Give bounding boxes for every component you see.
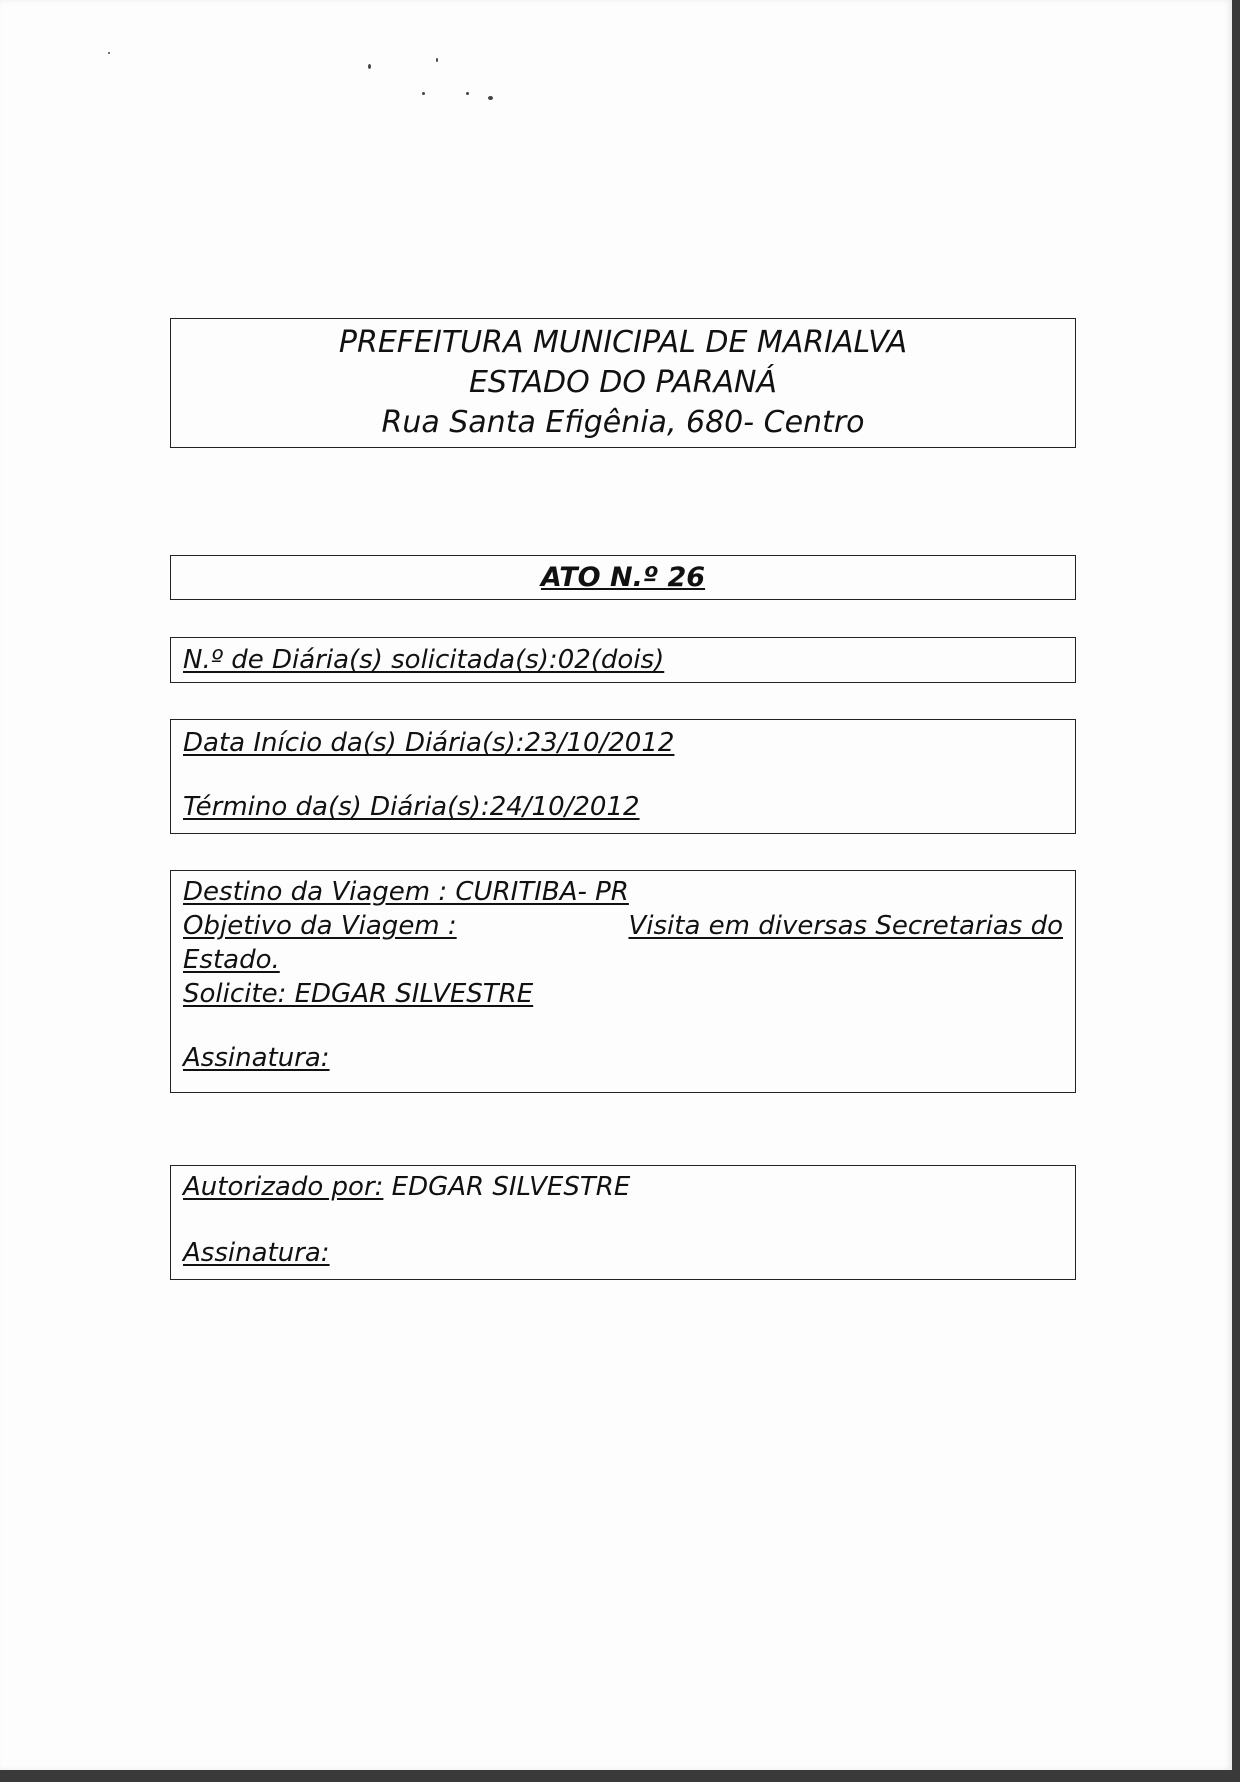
trip-box [170,870,1076,1093]
diarias-box [170,637,1076,683]
start-date: Data Início da(s) Diária(s):23/10/2012 [183,728,675,758]
requester-signature-label: Assinatura: [183,1043,330,1073]
scan-speck [436,58,438,62]
trip-objective [183,911,1063,941]
authorizer-signature-label: Assinatura: [183,1238,330,1268]
header-line-2: ESTADO DO PARANÁ [468,365,778,400]
scan-speck [488,96,493,100]
scan-speck [422,92,425,95]
header-line-1: PREFEITURA MUNICIPAL DE MARIALVA [338,325,908,360]
authorized-by-label: Autorizado por: [183,1172,384,1202]
authorized-by [183,1172,630,1202]
authorization-box [170,1165,1076,1280]
dates-box [170,719,1076,834]
scan-speck [368,64,371,69]
diarias-count: N.º de Diária(s) solicitada(s):02(dois) [183,645,665,675]
ato-title: ATO N.º 26 [540,562,706,593]
scan-speck [108,52,110,54]
header-line-3: Rua Santa Efigênia, 680- Centro [381,405,865,440]
authorized-by-value: EDGAR SILVESTRE [383,1172,631,1202]
trip-objective-label: Objetivo da Viagem : [183,911,457,941]
municipality-header [170,318,1076,448]
requester: Solicite: EDGAR SILVESTRE [183,979,534,1009]
ato-box [170,555,1076,600]
trip-destination: Destino da Viagem : CURITIBA- PR [183,877,629,907]
end-date: Término da(s) Diária(s):24/10/2012 [183,792,640,822]
scan-speck [466,92,469,95]
trip-objective-value: Visita em diversas Secretarias do [628,911,1063,941]
trip-objective-continued: Estado. [183,945,280,975]
